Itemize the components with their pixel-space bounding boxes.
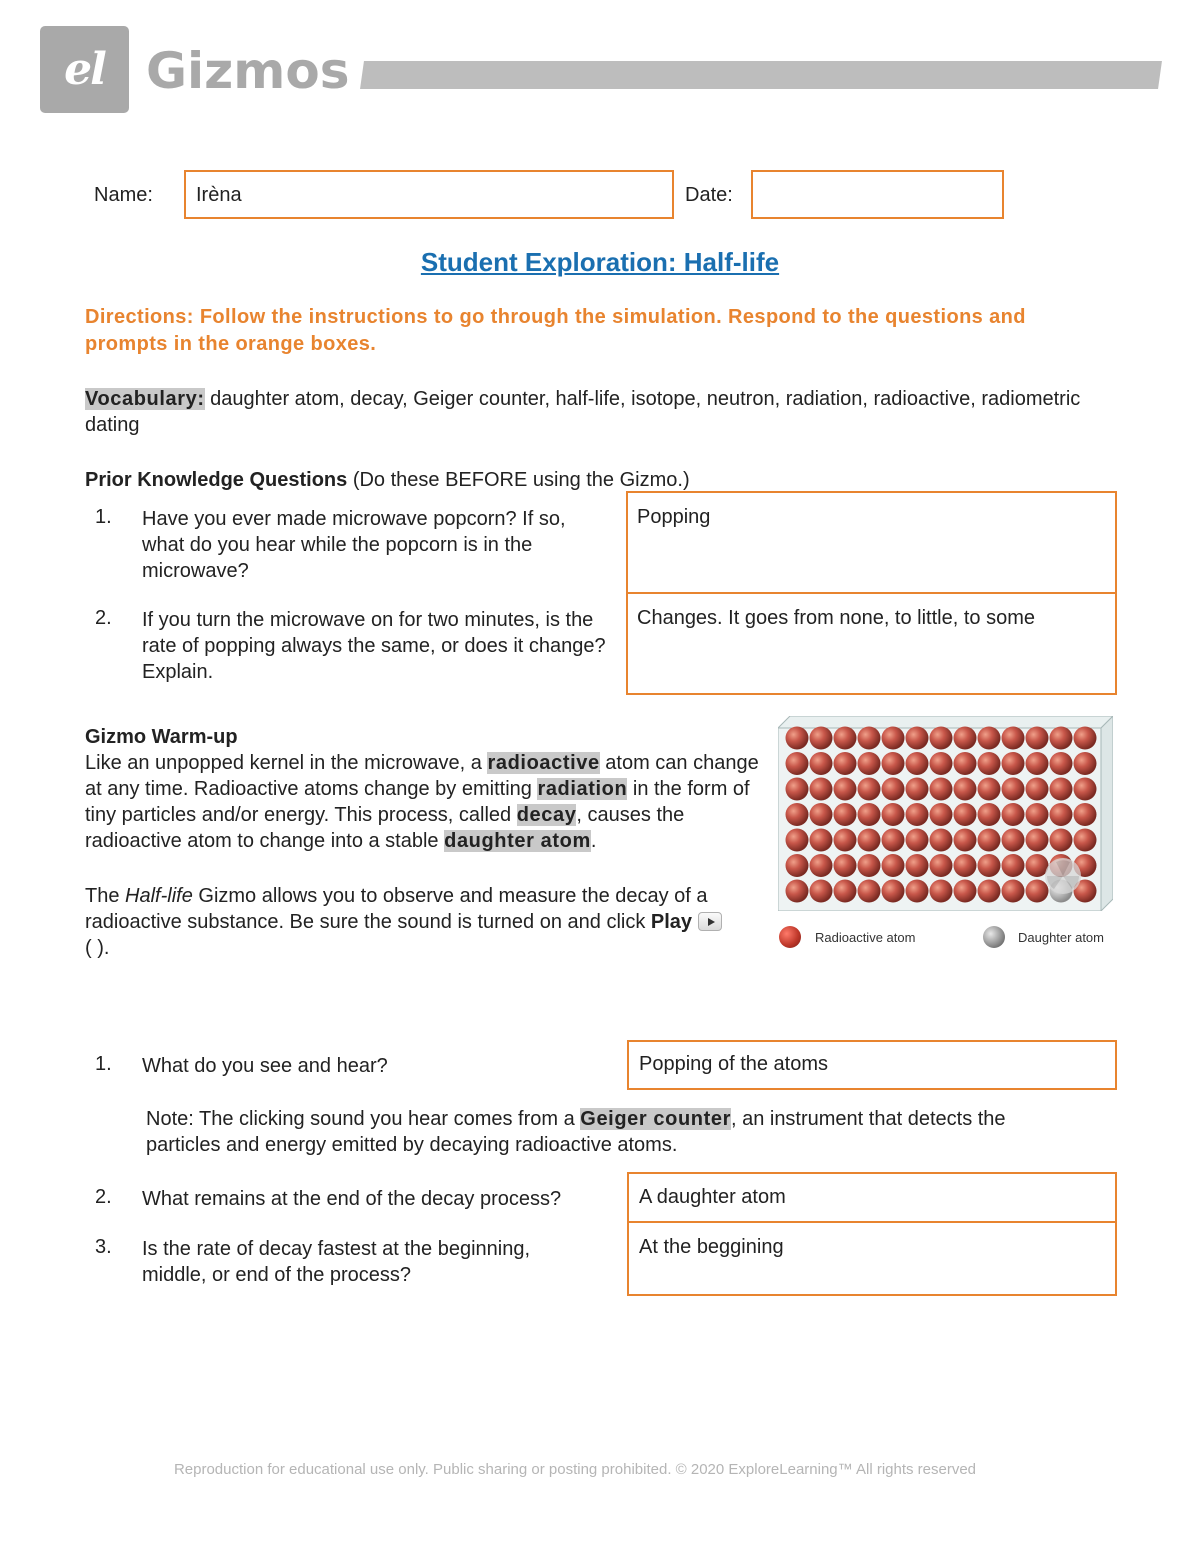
geiger-note: [146, 1106, 1081, 1158]
radioactive-atom: [810, 829, 833, 852]
radioactive-atom: [834, 752, 857, 775]
play-label: Play: [650, 911, 693, 933]
radioactive-atom: [906, 752, 929, 775]
term-radioactive: radioactive: [487, 752, 600, 774]
radioactive-atom: [1002, 880, 1025, 903]
radioactive-atom: [834, 803, 857, 826]
term-radiation: radiation: [537, 778, 628, 800]
pk-question-2-text: If you turn the microwave on for two minutes, is the rate of popping always the same, or does it change? Explain.: [142, 609, 606, 683]
radioactive-atom: [954, 778, 977, 801]
radioactive-atom: [882, 880, 905, 903]
page-title: Student Exploration: Half-life: [420, 247, 780, 277]
radioactive-atom: [930, 829, 953, 852]
radioactive-atom: [930, 778, 953, 801]
radioactive-atom: [810, 854, 833, 877]
radioactive-atom: [834, 854, 857, 877]
pk-question-1-text: Have you ever made microwave popcorn? If so, what do you hear while the popcorn is in the microwave?: [142, 508, 566, 582]
radioactive-atom: [786, 880, 809, 903]
radioactive-atom: [1002, 829, 1025, 852]
daughter-legend-dot: [983, 926, 1005, 948]
radioactive-atom: [858, 829, 881, 852]
play-icon: [698, 912, 722, 931]
radioactive-atom: [978, 727, 1001, 750]
radioactive-atom: [1002, 727, 1025, 750]
radioactive-legend-dot: [779, 926, 801, 948]
radioactive-atom: [1050, 803, 1073, 826]
radioactive-atom: [1026, 829, 1049, 852]
radioactive-atom: [810, 803, 833, 826]
warmup-text: Like an unpopped kernel in the microwave, a: [85, 752, 488, 774]
name-label: Name:: [94, 184, 153, 206]
prior-knowledge-title: Prior Knowledge Questions: [85, 469, 348, 491]
radioactive-atom: [954, 880, 977, 903]
wq-answer-2: A daughter atom: [639, 1186, 786, 1208]
radioactive-atom: [906, 778, 929, 801]
warmup-text: .: [590, 830, 597, 852]
term-decay: decay: [516, 804, 577, 826]
term-geiger-counter: Geiger counter: [580, 1108, 731, 1130]
radioactive-atom: [810, 752, 833, 775]
radioactive-atom: [1074, 829, 1097, 852]
radioactive-atom: [786, 829, 809, 852]
radioactive-atom: [1002, 854, 1025, 877]
radioactive-atom: [906, 803, 929, 826]
radioactive-atom: [930, 752, 953, 775]
half-life-gizmo-image: [778, 716, 1113, 911]
radioactive-atom: [978, 752, 1001, 775]
footer-copyright: Reproduction for educational use only. Public sharing or posting prohibited. © 2020 ExploreLearning™ All rights reserved: [173, 1461, 977, 1478]
vocabulary-label: Vocabulary:: [85, 388, 205, 410]
wq-1-text: What do you see and hear?: [142, 1055, 388, 1077]
warmup-text: atom can change at any time. Radioactive atoms change by emitting: [85, 752, 759, 800]
radioactive-atom: [978, 854, 1001, 877]
radioactive-atom: [906, 829, 929, 852]
vocabulary: [85, 386, 1085, 438]
radioactive-atom: [882, 778, 905, 801]
directions: Directions: Follow the instructions to go through the simulation. Respond to the questions and prompts in the orange boxes.: [85, 306, 1026, 355]
radioactive-atom: [882, 829, 905, 852]
date-field[interactable]: [751, 170, 1004, 219]
radioactive-atom: [954, 727, 977, 750]
radioactive-atom: [858, 778, 881, 801]
radioactive-atom: [1074, 803, 1097, 826]
radioactive-atom: [882, 854, 905, 877]
radioactive-atom: [882, 752, 905, 775]
radiation-symbol-icon: [1045, 858, 1081, 894]
radioactive-atom: [858, 880, 881, 903]
radioactive-atom: [978, 829, 1001, 852]
legend-daughter: Daughter atom: [1018, 930, 1104, 945]
radioactive-atom: [1074, 778, 1097, 801]
legend-radioactive: Radioactive atom: [815, 930, 916, 945]
term-daughter-atom: daughter atom: [444, 830, 591, 852]
prior-knowledge-heading: [85, 467, 690, 493]
note-text: , an instrument that detects the particles and energy emitted by decaying radioactive atoms.: [146, 1108, 1006, 1156]
warmup-text: in the form of tiny particles and/or energy. This process, called: [85, 778, 750, 826]
radioactive-atom: [1074, 752, 1097, 775]
warmup-paragraph-2: [85, 883, 750, 961]
radioactive-atom: [858, 803, 881, 826]
radioactive-atom: [930, 854, 953, 877]
wq-3-number: 3.: [95, 1236, 112, 1258]
radioactive-atom: [858, 752, 881, 775]
explorelearning-logo: el: [40, 26, 129, 113]
radioactive-atom: [1050, 829, 1073, 852]
wq-3-text: Is the rate of decay fastest at the beginning, middle, or end of the process?: [142, 1238, 531, 1286]
radioactive-atom: [858, 854, 881, 877]
radioactive-atom: [1050, 778, 1073, 801]
radioactive-atom: [786, 778, 809, 801]
radioactive-atom: [978, 803, 1001, 826]
pk-question-2-number: 2.: [95, 607, 112, 629]
radioactive-atom: [906, 880, 929, 903]
warmup-text: The: [85, 885, 126, 907]
date-label: Date:: [685, 184, 733, 206]
warmup-heading: Gizmo Warm-up: [85, 726, 238, 748]
radioactive-atom: [858, 727, 881, 750]
vocabulary-terms: daughter atom, decay, Geiger counter, half-life, isotope, neutron, radiation, radioactive, radiometric dating: [85, 388, 1081, 436]
radioactive-atom: [834, 727, 857, 750]
radioactive-atom: [810, 727, 833, 750]
radioactive-atom: [882, 803, 905, 826]
radioactive-atom: [1026, 854, 1049, 877]
wq-answer-1: Popping of the atoms: [639, 1053, 829, 1075]
prior-knowledge-note: (Do these BEFORE using the Gizmo.): [347, 469, 690, 491]
radioactive-atom: [786, 803, 809, 826]
radioactive-atom: [834, 778, 857, 801]
radioactive-atom: [834, 829, 857, 852]
radioactive-atom: [954, 803, 977, 826]
radioactive-atom: [1002, 752, 1025, 775]
radioactive-atom: [786, 752, 809, 775]
radioactive-atom: [978, 880, 1001, 903]
radioactive-atom: [882, 727, 905, 750]
radioactive-atom: [1050, 752, 1073, 775]
name-value: Irèna: [196, 184, 242, 206]
warmup-paragraph-1: [85, 750, 760, 854]
radioactive-atom: [810, 880, 833, 903]
note-text: Note: The clicking sound you hear comes from a: [146, 1108, 581, 1130]
radioactive-atom: [1026, 752, 1049, 775]
radioactive-atom: [906, 727, 929, 750]
warmup-text: Gizmo allows you to observe and measure the decay of a radioactive substance. Be sure the sound is turned on and click: [85, 885, 708, 933]
gizmo-name: Half-life: [125, 885, 193, 907]
warmup-text: , causes the radioactive atom to change into a stable: [85, 804, 685, 852]
radioactive-atom: [1050, 727, 1073, 750]
radioactive-atom: [1026, 803, 1049, 826]
radioactive-atom: [1002, 778, 1025, 801]
radioactive-atom: [954, 752, 977, 775]
radioactive-atom: [1026, 880, 1049, 903]
radioactive-atom: [930, 803, 953, 826]
header-bar: [360, 61, 1162, 89]
radioactive-atom: [930, 727, 953, 750]
radioactive-atom: [978, 778, 1001, 801]
radioactive-atom: [834, 880, 857, 903]
wq-2-text: What remains at the end of the decay process?: [142, 1188, 562, 1210]
radioactive-atom: [1002, 803, 1025, 826]
pk-answer-1: Popping: [637, 506, 711, 528]
radioactive-atom: [1074, 727, 1097, 750]
radioactive-atom: [1026, 727, 1049, 750]
wq-1-number: 1.: [95, 1053, 112, 1075]
radioactive-atom: [786, 727, 809, 750]
brand-name: Gizmos: [146, 42, 350, 100]
wq-answer-3: At the beggining: [639, 1236, 784, 1258]
wq-2-number: 2.: [95, 1186, 112, 1208]
radioactive-atom: [786, 854, 809, 877]
radioactive-atom: [1026, 778, 1049, 801]
play-paren: ( ).: [85, 937, 110, 959]
pk-answer-2: Changes. It goes from none, to little, to some: [637, 607, 1035, 629]
pk-question-1-number: 1.: [95, 506, 112, 528]
radioactive-atom: [810, 778, 833, 801]
name-field[interactable]: [184, 170, 674, 219]
radioactive-atom: [906, 854, 929, 877]
radioactive-atom: [954, 829, 977, 852]
radioactive-atom: [930, 880, 953, 903]
radioactive-atom: [954, 854, 977, 877]
